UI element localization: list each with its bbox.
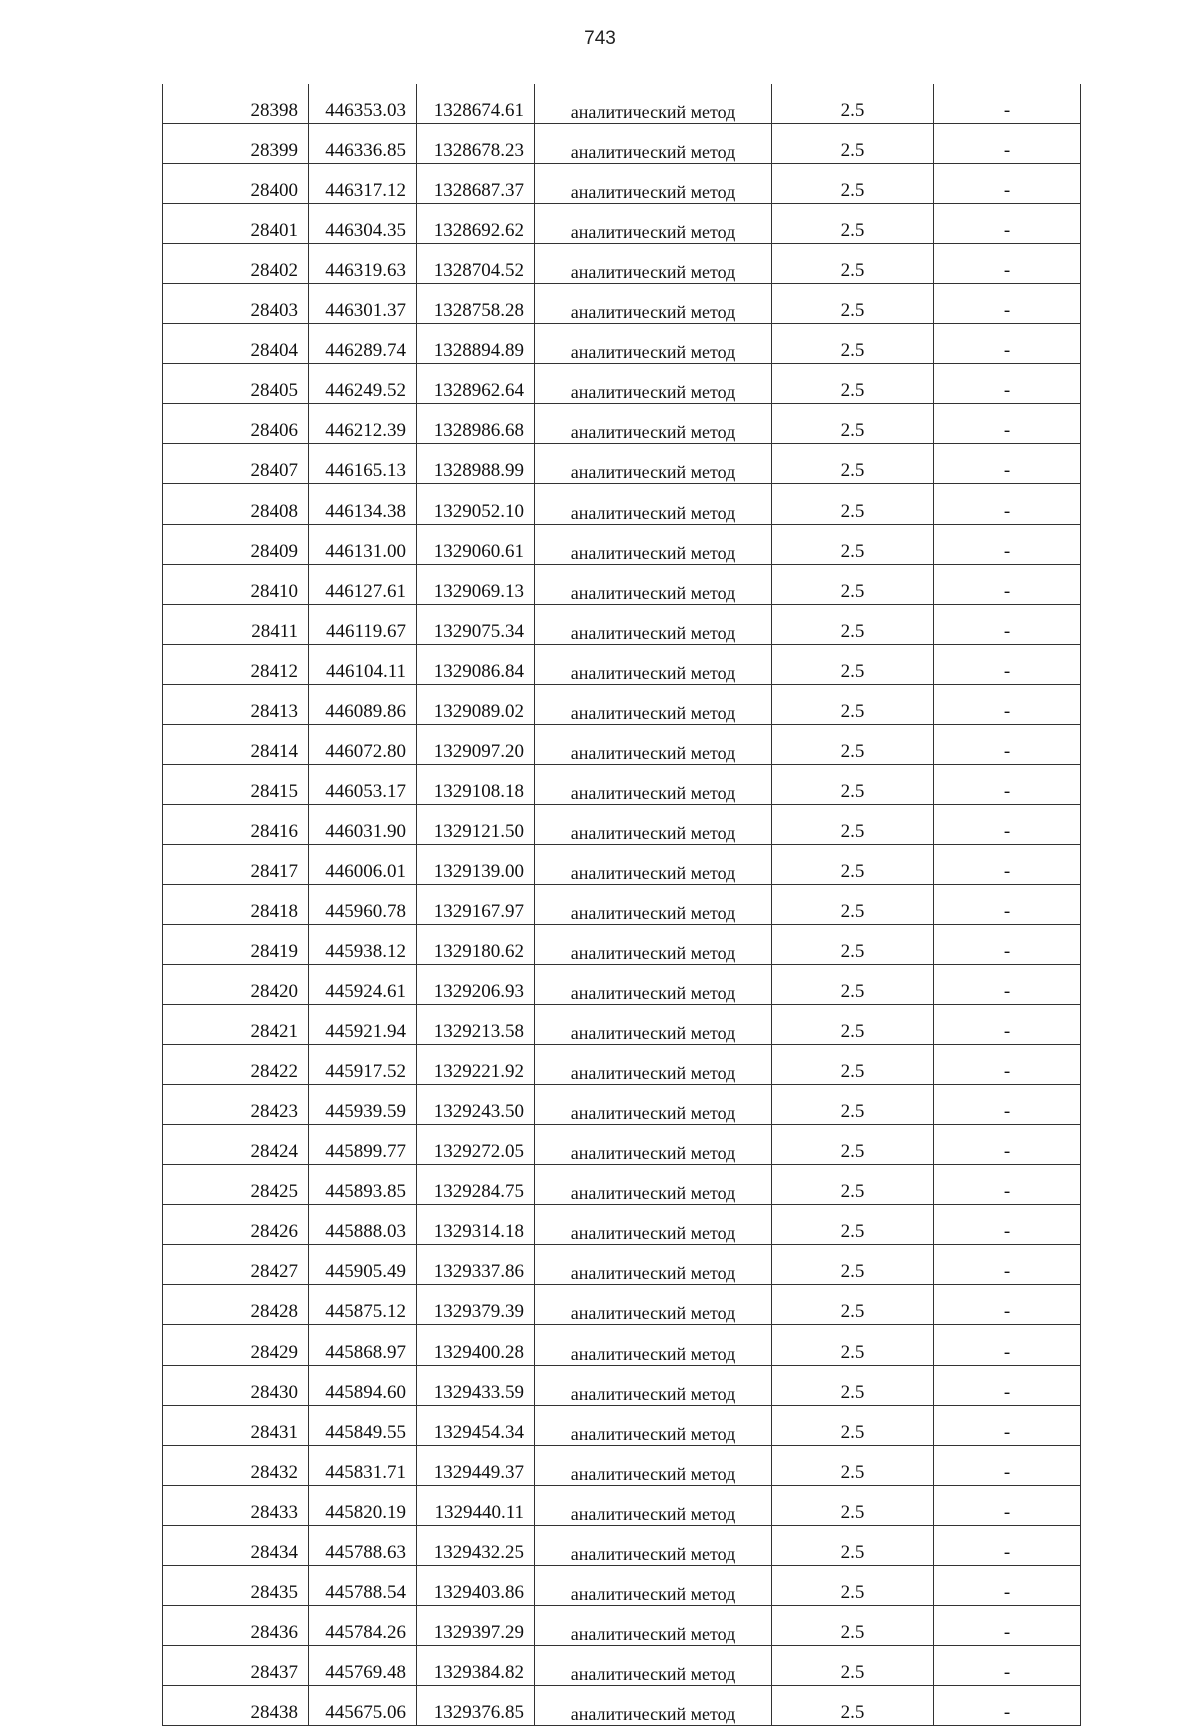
accuracy-cell: 2.5 <box>772 1285 934 1325</box>
table-row <box>163 524 1081 564</box>
x-coordinate-cell: 446053.17 <box>309 764 417 804</box>
x-coordinate-cell: 445875.12 <box>309 1285 417 1325</box>
accuracy-cell: 2.5 <box>772 844 934 884</box>
y-coordinate-cell: 1329121.50 <box>417 804 535 844</box>
method-cell: аналитический метод <box>535 1085 772 1125</box>
point-number-cell: 28401 <box>163 204 309 244</box>
point-number-cell: 28431 <box>163 1405 309 1445</box>
x-coordinate-cell: 445924.61 <box>309 965 417 1005</box>
x-coordinate-cell: 445921.94 <box>309 1005 417 1045</box>
table-row <box>163 1565 1081 1605</box>
point-number-cell: 28416 <box>163 804 309 844</box>
y-coordinate-cell: 1328962.64 <box>417 364 535 404</box>
point-number-cell: 28408 <box>163 484 309 524</box>
x-coordinate-cell: 446104.11 <box>309 644 417 684</box>
x-coordinate-cell: 445899.77 <box>309 1125 417 1165</box>
y-coordinate-cell: 1329272.05 <box>417 1125 535 1165</box>
y-coordinate-cell: 1329376.85 <box>417 1685 535 1725</box>
x-coordinate-cell: 445784.26 <box>309 1605 417 1645</box>
table-row <box>163 564 1081 604</box>
note-cell: - <box>934 1045 1081 1085</box>
accuracy-cell: 2.5 <box>772 1405 934 1445</box>
note-cell: - <box>934 724 1081 764</box>
point-number-cell: 28418 <box>163 884 309 924</box>
method-cell: аналитический метод <box>535 924 772 964</box>
y-coordinate-cell: 1329167.97 <box>417 884 535 924</box>
note-cell: - <box>934 965 1081 1005</box>
accuracy-cell: 2.5 <box>772 124 934 164</box>
note-cell: - <box>934 924 1081 964</box>
note-cell: - <box>934 1485 1081 1525</box>
note-cell: - <box>934 284 1081 324</box>
table-row <box>163 1485 1081 1525</box>
x-coordinate-cell: 446165.13 <box>309 444 417 484</box>
point-number-cell: 28405 <box>163 364 309 404</box>
table-row <box>163 324 1081 364</box>
table-row <box>163 764 1081 804</box>
table-row <box>163 164 1081 204</box>
note-cell: - <box>934 164 1081 204</box>
x-coordinate-cell: 446336.85 <box>309 124 417 164</box>
x-coordinate-cell: 446131.00 <box>309 524 417 564</box>
method-cell: аналитический метод <box>535 604 772 644</box>
y-coordinate-cell: 1329139.00 <box>417 844 535 884</box>
y-coordinate-cell: 1329097.20 <box>417 724 535 764</box>
table-row <box>163 684 1081 724</box>
x-coordinate-cell: 445960.78 <box>309 884 417 924</box>
y-coordinate-cell: 1329397.29 <box>417 1605 535 1645</box>
point-number-cell: 28412 <box>163 644 309 684</box>
method-cell: аналитический метод <box>535 84 772 124</box>
y-coordinate-cell: 1329284.75 <box>417 1165 535 1205</box>
x-coordinate-cell: 445849.55 <box>309 1405 417 1445</box>
x-coordinate-cell: 446249.52 <box>309 364 417 404</box>
method-cell: аналитический метод <box>535 1565 772 1605</box>
note-cell: - <box>934 244 1081 284</box>
note-cell: - <box>934 684 1081 724</box>
table-row <box>163 1525 1081 1565</box>
accuracy-cell: 2.5 <box>772 444 934 484</box>
method-cell: аналитический метод <box>535 404 772 444</box>
note-cell: - <box>934 1525 1081 1565</box>
note-cell: - <box>934 604 1081 644</box>
table-row <box>163 804 1081 844</box>
point-number-cell: 28414 <box>163 724 309 764</box>
y-coordinate-cell: 1329086.84 <box>417 644 535 684</box>
point-number-cell: 28423 <box>163 1085 309 1125</box>
accuracy-cell: 2.5 <box>772 244 934 284</box>
y-coordinate-cell: 1329379.39 <box>417 1285 535 1325</box>
method-cell: аналитический метод <box>535 244 772 284</box>
y-coordinate-cell: 1329314.18 <box>417 1205 535 1245</box>
method-cell: аналитический метод <box>535 284 772 324</box>
x-coordinate-cell: 445868.97 <box>309 1325 417 1365</box>
point-number-cell: 28435 <box>163 1565 309 1605</box>
y-coordinate-cell: 1328986.68 <box>417 404 535 444</box>
accuracy-cell: 2.5 <box>772 1325 934 1365</box>
note-cell: - <box>934 1165 1081 1205</box>
accuracy-cell: 2.5 <box>772 204 934 244</box>
x-coordinate-cell: 445905.49 <box>309 1245 417 1285</box>
y-coordinate-cell: 1329060.61 <box>417 524 535 564</box>
table-row <box>163 1645 1081 1685</box>
note-cell: - <box>934 1085 1081 1125</box>
point-number-cell: 28434 <box>163 1525 309 1565</box>
y-coordinate-cell: 1329440.11 <box>417 1485 535 1525</box>
point-number-cell: 28409 <box>163 524 309 564</box>
accuracy-cell: 2.5 <box>772 644 934 684</box>
y-coordinate-cell: 1328704.52 <box>417 244 535 284</box>
y-coordinate-cell: 1328674.61 <box>417 84 535 124</box>
point-number-cell: 28417 <box>163 844 309 884</box>
x-coordinate-cell: 446301.37 <box>309 284 417 324</box>
x-coordinate-cell: 446006.01 <box>309 844 417 884</box>
method-cell: аналитический метод <box>535 1645 772 1685</box>
x-coordinate-cell: 446317.12 <box>309 164 417 204</box>
method-cell: аналитический метод <box>535 1445 772 1485</box>
point-number-cell: 28438 <box>163 1685 309 1725</box>
y-coordinate-cell: 1328988.99 <box>417 444 535 484</box>
accuracy-cell: 2.5 <box>772 524 934 564</box>
x-coordinate-cell: 446089.86 <box>309 684 417 724</box>
accuracy-cell: 2.5 <box>772 884 934 924</box>
y-coordinate-cell: 1329075.34 <box>417 604 535 644</box>
note-cell: - <box>934 564 1081 604</box>
note-cell: - <box>934 1205 1081 1245</box>
y-coordinate-cell: 1328692.62 <box>417 204 535 244</box>
point-number-cell: 28410 <box>163 564 309 604</box>
note-cell: - <box>934 884 1081 924</box>
note-cell: - <box>934 1325 1081 1365</box>
point-number-cell: 28437 <box>163 1645 309 1685</box>
method-cell: аналитический метод <box>535 1485 772 1525</box>
method-cell: аналитический метод <box>535 1685 772 1725</box>
page-number: 743 <box>584 28 616 49</box>
table-row <box>163 1285 1081 1325</box>
table-row <box>163 1085 1081 1125</box>
note-cell: - <box>934 764 1081 804</box>
x-coordinate-cell: 445769.48 <box>309 1645 417 1685</box>
accuracy-cell: 2.5 <box>772 965 934 1005</box>
x-coordinate-cell: 445788.54 <box>309 1565 417 1605</box>
point-number-cell: 28428 <box>163 1285 309 1325</box>
note-cell: - <box>934 1405 1081 1445</box>
y-coordinate-cell: 1329052.10 <box>417 484 535 524</box>
accuracy-cell: 2.5 <box>772 164 934 204</box>
x-coordinate-cell: 445939.59 <box>309 1085 417 1125</box>
note-cell: - <box>934 1685 1081 1725</box>
table-row <box>163 844 1081 884</box>
y-coordinate-cell: 1329213.58 <box>417 1005 535 1045</box>
method-cell: аналитический метод <box>535 564 772 604</box>
x-coordinate-cell: 446031.90 <box>309 804 417 844</box>
point-number-cell: 28429 <box>163 1325 309 1365</box>
table-row <box>163 284 1081 324</box>
y-coordinate-cell: 1329384.82 <box>417 1645 535 1685</box>
y-coordinate-cell: 1329433.59 <box>417 1365 535 1405</box>
method-cell: аналитический метод <box>535 1165 772 1205</box>
point-number-cell: 28398 <box>163 84 309 124</box>
table-row <box>163 965 1081 1005</box>
point-number-cell: 28421 <box>163 1005 309 1045</box>
method-cell: аналитический метод <box>535 844 772 884</box>
note-cell: - <box>934 1285 1081 1325</box>
method-cell: аналитический метод <box>535 644 772 684</box>
accuracy-cell: 2.5 <box>772 804 934 844</box>
point-number-cell: 28404 <box>163 324 309 364</box>
method-cell: аналитический метод <box>535 204 772 244</box>
note-cell: - <box>934 1245 1081 1285</box>
point-number-cell: 28424 <box>163 1125 309 1165</box>
x-coordinate-cell: 445831.71 <box>309 1445 417 1485</box>
accuracy-cell: 2.5 <box>772 364 934 404</box>
accuracy-cell: 2.5 <box>772 1565 934 1605</box>
method-cell: аналитический метод <box>535 124 772 164</box>
note-cell: - <box>934 1645 1081 1685</box>
table-row <box>163 1005 1081 1045</box>
accuracy-cell: 2.5 <box>772 484 934 524</box>
point-number-cell: 28432 <box>163 1445 309 1485</box>
x-coordinate-cell: 445888.03 <box>309 1205 417 1245</box>
point-number-cell: 28400 <box>163 164 309 204</box>
accuracy-cell: 2.5 <box>772 404 934 444</box>
x-coordinate-cell: 445820.19 <box>309 1485 417 1525</box>
y-coordinate-cell: 1328758.28 <box>417 284 535 324</box>
table-row <box>163 884 1081 924</box>
point-number-cell: 28422 <box>163 1045 309 1085</box>
x-coordinate-cell: 445917.52 <box>309 1045 417 1085</box>
point-number-cell: 28413 <box>163 684 309 724</box>
note-cell: - <box>934 364 1081 404</box>
note-cell: - <box>934 524 1081 564</box>
y-coordinate-cell: 1329454.34 <box>417 1405 535 1445</box>
table-row <box>163 644 1081 684</box>
method-cell: аналитический метод <box>535 1205 772 1245</box>
x-coordinate-cell: 445788.63 <box>309 1525 417 1565</box>
table-row <box>163 1205 1081 1245</box>
table-row <box>163 1685 1081 1725</box>
accuracy-cell: 2.5 <box>772 1525 934 1565</box>
point-number-cell: 28425 <box>163 1165 309 1205</box>
accuracy-cell: 2.5 <box>772 1645 934 1685</box>
point-number-cell: 28403 <box>163 284 309 324</box>
point-number-cell: 28420 <box>163 965 309 1005</box>
table-row <box>163 1605 1081 1645</box>
method-cell: аналитический метод <box>535 524 772 564</box>
table-body <box>163 84 1081 1725</box>
accuracy-cell: 2.5 <box>772 1205 934 1245</box>
accuracy-cell: 2.5 <box>772 724 934 764</box>
x-coordinate-cell: 446304.35 <box>309 204 417 244</box>
x-coordinate-cell: 446212.39 <box>309 404 417 444</box>
method-cell: аналитический метод <box>535 1325 772 1365</box>
y-coordinate-cell: 1329221.92 <box>417 1045 535 1085</box>
method-cell: аналитический метод <box>535 364 772 404</box>
note-cell: - <box>934 1605 1081 1645</box>
y-coordinate-cell: 1329069.13 <box>417 564 535 604</box>
y-coordinate-cell: 1329449.37 <box>417 1445 535 1485</box>
table-row <box>163 1245 1081 1285</box>
note-cell: - <box>934 1565 1081 1605</box>
x-coordinate-cell: 445893.85 <box>309 1165 417 1205</box>
table-row <box>163 84 1081 124</box>
accuracy-cell: 2.5 <box>772 1365 934 1405</box>
x-coordinate-cell: 445675.06 <box>309 1685 417 1725</box>
note-cell: - <box>934 84 1081 124</box>
y-coordinate-cell: 1329089.02 <box>417 684 535 724</box>
accuracy-cell: 2.5 <box>772 324 934 364</box>
coordinates-table <box>162 84 1081 1726</box>
table-row <box>163 604 1081 644</box>
table-row <box>163 484 1081 524</box>
table-row <box>163 1125 1081 1165</box>
accuracy-cell: 2.5 <box>772 1605 934 1645</box>
method-cell: аналитический метод <box>535 764 772 804</box>
point-number-cell: 28407 <box>163 444 309 484</box>
method-cell: аналитический метод <box>535 1285 772 1325</box>
y-coordinate-cell: 1328678.23 <box>417 124 535 164</box>
accuracy-cell: 2.5 <box>772 1685 934 1725</box>
method-cell: аналитический метод <box>535 1525 772 1565</box>
point-number-cell: 28433 <box>163 1485 309 1525</box>
method-cell: аналитический метод <box>535 1125 772 1165</box>
point-number-cell: 28415 <box>163 764 309 804</box>
point-number-cell: 28411 <box>163 604 309 644</box>
accuracy-cell: 2.5 <box>772 1045 934 1085</box>
x-coordinate-cell: 446319.63 <box>309 244 417 284</box>
method-cell: аналитический метод <box>535 884 772 924</box>
method-cell: аналитический метод <box>535 164 772 204</box>
table-row <box>163 1045 1081 1085</box>
note-cell: - <box>934 1005 1081 1045</box>
table-row <box>163 1325 1081 1365</box>
point-number-cell: 28419 <box>163 924 309 964</box>
accuracy-cell: 2.5 <box>772 84 934 124</box>
method-cell: аналитический метод <box>535 324 772 364</box>
table-row <box>163 1405 1081 1445</box>
note-cell: - <box>934 1125 1081 1165</box>
accuracy-cell: 2.5 <box>772 1005 934 1045</box>
y-coordinate-cell: 1329400.28 <box>417 1325 535 1365</box>
y-coordinate-cell: 1329337.86 <box>417 1245 535 1285</box>
method-cell: аналитический метод <box>535 484 772 524</box>
point-number-cell: 28406 <box>163 404 309 444</box>
y-coordinate-cell: 1329108.18 <box>417 764 535 804</box>
table-row <box>163 204 1081 244</box>
accuracy-cell: 2.5 <box>772 1245 934 1285</box>
note-cell: - <box>934 444 1081 484</box>
accuracy-cell: 2.5 <box>772 1485 934 1525</box>
method-cell: аналитический метод <box>535 1005 772 1045</box>
accuracy-cell: 2.5 <box>772 764 934 804</box>
point-number-cell: 28402 <box>163 244 309 284</box>
x-coordinate-cell: 446289.74 <box>309 324 417 364</box>
method-cell: аналитический метод <box>535 1245 772 1285</box>
y-coordinate-cell: 1328687.37 <box>417 164 535 204</box>
method-cell: аналитический метод <box>535 724 772 764</box>
accuracy-cell: 2.5 <box>772 924 934 964</box>
x-coordinate-cell: 445894.60 <box>309 1365 417 1405</box>
point-number-cell: 28436 <box>163 1605 309 1645</box>
note-cell: - <box>934 484 1081 524</box>
note-cell: - <box>934 124 1081 164</box>
y-coordinate-cell: 1328894.89 <box>417 324 535 364</box>
note-cell: - <box>934 324 1081 364</box>
point-number-cell: 28427 <box>163 1245 309 1285</box>
table-row <box>163 1165 1081 1205</box>
x-coordinate-cell: 446134.38 <box>309 484 417 524</box>
table-row <box>163 1365 1081 1405</box>
note-cell: - <box>934 204 1081 244</box>
accuracy-cell: 2.5 <box>772 1165 934 1205</box>
note-cell: - <box>934 804 1081 844</box>
table-row <box>163 364 1081 404</box>
table-row <box>163 404 1081 444</box>
point-number-cell: 28426 <box>163 1205 309 1245</box>
y-coordinate-cell: 1329403.86 <box>417 1565 535 1605</box>
y-coordinate-cell: 1329432.25 <box>417 1525 535 1565</box>
accuracy-cell: 2.5 <box>772 684 934 724</box>
x-coordinate-cell: 446072.80 <box>309 724 417 764</box>
table-row <box>163 724 1081 764</box>
method-cell: аналитический метод <box>535 965 772 1005</box>
y-coordinate-cell: 1329243.50 <box>417 1085 535 1125</box>
accuracy-cell: 2.5 <box>772 1085 934 1125</box>
note-cell: - <box>934 844 1081 884</box>
table-row <box>163 1445 1081 1485</box>
x-coordinate-cell: 446353.03 <box>309 84 417 124</box>
method-cell: аналитический метод <box>535 684 772 724</box>
note-cell: - <box>934 644 1081 684</box>
accuracy-cell: 2.5 <box>772 1445 934 1485</box>
point-number-cell: 28399 <box>163 124 309 164</box>
note-cell: - <box>934 404 1081 444</box>
point-number-cell: 28430 <box>163 1365 309 1405</box>
y-coordinate-cell: 1329180.62 <box>417 924 535 964</box>
x-coordinate-cell: 445938.12 <box>309 924 417 964</box>
x-coordinate-cell: 446127.61 <box>309 564 417 604</box>
note-cell: - <box>934 1445 1081 1485</box>
table-row <box>163 444 1081 484</box>
y-coordinate-cell: 1329206.93 <box>417 965 535 1005</box>
x-coordinate-cell: 446119.67 <box>309 604 417 644</box>
note-cell: - <box>934 1365 1081 1405</box>
table-row <box>163 924 1081 964</box>
method-cell: аналитический метод <box>535 1405 772 1445</box>
accuracy-cell: 2.5 <box>772 284 934 324</box>
accuracy-cell: 2.5 <box>772 564 934 604</box>
accuracy-cell: 2.5 <box>772 604 934 644</box>
table-row <box>163 244 1081 284</box>
method-cell: аналитический метод <box>535 1605 772 1645</box>
method-cell: аналитический метод <box>535 444 772 484</box>
method-cell: аналитический метод <box>535 1045 772 1085</box>
accuracy-cell: 2.5 <box>772 1125 934 1165</box>
method-cell: аналитический метод <box>535 1365 772 1405</box>
method-cell: аналитический метод <box>535 804 772 844</box>
table-row <box>163 124 1081 164</box>
